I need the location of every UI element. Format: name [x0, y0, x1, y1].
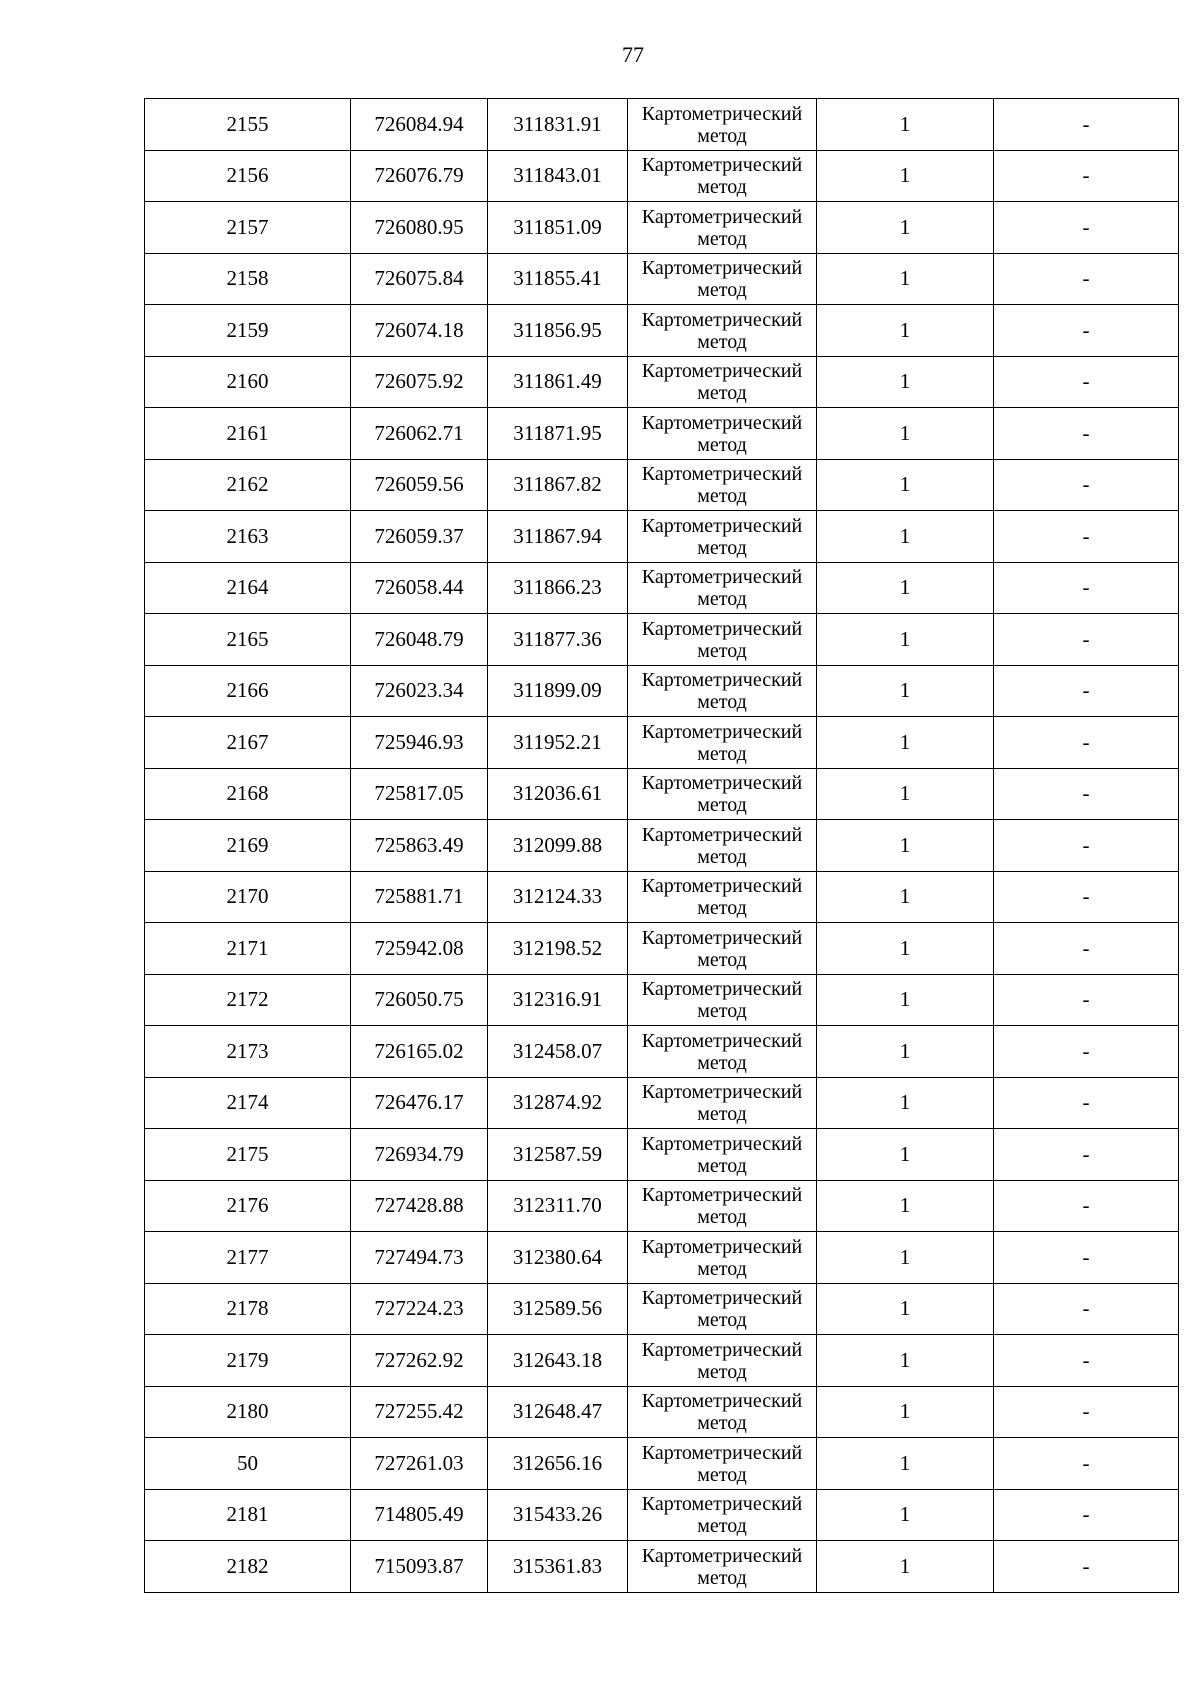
point-number-cell: 2171	[145, 923, 351, 975]
method-cell: Картометрический метод	[628, 614, 817, 666]
y-coordinate-cell: 311856.95	[488, 305, 628, 357]
note-cell: -	[994, 614, 1179, 666]
x-coordinate-cell: 726075.92	[351, 356, 488, 408]
y-coordinate-cell: 312198.52	[488, 923, 628, 975]
y-coordinate-cell: 311831.91	[488, 99, 628, 151]
accuracy-cell: 1	[817, 562, 994, 614]
table-row	[145, 1026, 1179, 1078]
method-cell: Картометрический метод	[628, 562, 817, 614]
accuracy-cell: 1	[817, 356, 994, 408]
point-number-cell: 2160	[145, 356, 351, 408]
accuracy-cell: 1	[817, 820, 994, 872]
table-row	[145, 717, 1179, 769]
point-number-cell: 2182	[145, 1541, 351, 1593]
point-number-cell: 2162	[145, 459, 351, 511]
table-row	[145, 871, 1179, 923]
x-coordinate-cell: 726074.18	[351, 305, 488, 357]
point-number-cell: 2157	[145, 202, 351, 254]
point-number-cell: 2178	[145, 1283, 351, 1335]
y-coordinate-cell: 315433.26	[488, 1489, 628, 1541]
table-row	[145, 99, 1179, 151]
y-coordinate-cell: 312380.64	[488, 1232, 628, 1284]
table-row	[145, 1438, 1179, 1490]
method-cell: Картометрический метод	[628, 1232, 817, 1284]
table-row	[145, 820, 1179, 872]
y-coordinate-cell: 312643.18	[488, 1335, 628, 1387]
accuracy-cell: 1	[817, 871, 994, 923]
x-coordinate-cell: 726023.34	[351, 665, 488, 717]
x-coordinate-cell: 715093.87	[351, 1541, 488, 1593]
accuracy-cell: 1	[817, 717, 994, 769]
point-number-cell: 2166	[145, 665, 351, 717]
note-cell: -	[994, 1283, 1179, 1335]
y-coordinate-cell: 312589.56	[488, 1283, 628, 1335]
method-cell: Картометрический метод	[628, 150, 817, 202]
accuracy-cell: 1	[817, 614, 994, 666]
accuracy-cell: 1	[817, 408, 994, 460]
x-coordinate-cell: 725946.93	[351, 717, 488, 769]
accuracy-cell: 1	[817, 305, 994, 357]
note-cell: -	[994, 717, 1179, 769]
table-row	[145, 253, 1179, 305]
point-number-cell: 2169	[145, 820, 351, 872]
method-cell: Картометрический метод	[628, 974, 817, 1026]
x-coordinate-cell: 726058.44	[351, 562, 488, 614]
point-number-cell: 2173	[145, 1026, 351, 1078]
table-row	[145, 1541, 1179, 1593]
x-coordinate-cell: 726080.95	[351, 202, 488, 254]
point-number-cell: 2159	[145, 305, 351, 357]
table-row	[145, 923, 1179, 975]
table-row	[145, 562, 1179, 614]
table-row	[145, 150, 1179, 202]
point-number-cell: 2179	[145, 1335, 351, 1387]
y-coordinate-cell: 311871.95	[488, 408, 628, 460]
method-cell: Картометрический метод	[628, 1386, 817, 1438]
method-cell: Картометрический метод	[628, 1077, 817, 1129]
table-row	[145, 305, 1179, 357]
point-number-cell: 2156	[145, 150, 351, 202]
method-cell: Картометрический метод	[628, 871, 817, 923]
note-cell: -	[994, 1541, 1179, 1593]
x-coordinate-cell: 726050.75	[351, 974, 488, 1026]
x-coordinate-cell: 726075.84	[351, 253, 488, 305]
x-coordinate-cell: 727261.03	[351, 1438, 488, 1490]
point-number-cell: 2170	[145, 871, 351, 923]
accuracy-cell: 1	[817, 150, 994, 202]
accuracy-cell: 1	[817, 99, 994, 151]
table-row	[145, 511, 1179, 563]
x-coordinate-cell: 727255.42	[351, 1386, 488, 1438]
table-row	[145, 1180, 1179, 1232]
table-row	[145, 1077, 1179, 1129]
accuracy-cell: 1	[817, 1541, 994, 1593]
table-row	[145, 408, 1179, 460]
table-row	[145, 974, 1179, 1026]
note-cell: -	[994, 1129, 1179, 1181]
note-cell: -	[994, 1180, 1179, 1232]
note-cell: -	[994, 1335, 1179, 1387]
x-coordinate-cell: 725863.49	[351, 820, 488, 872]
x-coordinate-cell: 725942.08	[351, 923, 488, 975]
coordinates-table	[144, 98, 1179, 1593]
accuracy-cell: 1	[817, 511, 994, 563]
point-number-cell: 2164	[145, 562, 351, 614]
accuracy-cell: 1	[817, 974, 994, 1026]
x-coordinate-cell: 726476.17	[351, 1077, 488, 1129]
table-row	[145, 1489, 1179, 1541]
note-cell: -	[994, 1489, 1179, 1541]
method-cell: Картометрический метод	[628, 1129, 817, 1181]
method-cell: Картометрический метод	[628, 408, 817, 460]
table-row	[145, 1129, 1179, 1181]
y-coordinate-cell: 311843.01	[488, 150, 628, 202]
table-row	[145, 1386, 1179, 1438]
point-number-cell: 2176	[145, 1180, 351, 1232]
method-cell: Картометрический метод	[628, 1026, 817, 1078]
method-cell: Картометрический метод	[628, 202, 817, 254]
accuracy-cell: 1	[817, 253, 994, 305]
x-coordinate-cell: 727224.23	[351, 1283, 488, 1335]
accuracy-cell: 1	[817, 665, 994, 717]
y-coordinate-cell: 311952.21	[488, 717, 628, 769]
table-row	[145, 614, 1179, 666]
point-number-cell: 2168	[145, 768, 351, 820]
table-body	[145, 99, 1179, 1593]
note-cell: -	[994, 1232, 1179, 1284]
method-cell: Картометрический метод	[628, 99, 817, 151]
note-cell: -	[994, 99, 1179, 151]
note-cell: -	[994, 459, 1179, 511]
y-coordinate-cell: 312874.92	[488, 1077, 628, 1129]
note-cell: -	[994, 974, 1179, 1026]
y-coordinate-cell: 315361.83	[488, 1541, 628, 1593]
x-coordinate-cell: 726059.56	[351, 459, 488, 511]
method-cell: Картометрический метод	[628, 820, 817, 872]
y-coordinate-cell: 311867.82	[488, 459, 628, 511]
accuracy-cell: 1	[817, 768, 994, 820]
point-number-cell: 2175	[145, 1129, 351, 1181]
y-coordinate-cell: 312648.47	[488, 1386, 628, 1438]
note-cell: -	[994, 305, 1179, 357]
note-cell: -	[994, 356, 1179, 408]
note-cell: -	[994, 202, 1179, 254]
method-cell: Картометрический метод	[628, 1335, 817, 1387]
method-cell: Картометрический метод	[628, 305, 817, 357]
x-coordinate-cell: 726062.71	[351, 408, 488, 460]
table-row	[145, 1232, 1179, 1284]
accuracy-cell: 1	[817, 1232, 994, 1284]
table-row	[145, 1283, 1179, 1335]
method-cell: Картометрический метод	[628, 356, 817, 408]
accuracy-cell: 1	[817, 202, 994, 254]
point-number-cell: 2180	[145, 1386, 351, 1438]
point-number-cell: 2158	[145, 253, 351, 305]
method-cell: Картометрический метод	[628, 1541, 817, 1593]
table-row	[145, 459, 1179, 511]
method-cell: Картометрический метод	[628, 1180, 817, 1232]
table-row	[145, 356, 1179, 408]
method-cell: Картометрический метод	[628, 1283, 817, 1335]
y-coordinate-cell: 312316.91	[488, 974, 628, 1026]
note-cell: -	[994, 408, 1179, 460]
accuracy-cell: 1	[817, 1026, 994, 1078]
accuracy-cell: 1	[817, 1386, 994, 1438]
y-coordinate-cell: 311877.36	[488, 614, 628, 666]
x-coordinate-cell: 726165.02	[351, 1026, 488, 1078]
method-cell: Картометрический метод	[628, 1489, 817, 1541]
method-cell: Картометрический метод	[628, 665, 817, 717]
point-number-cell: 2177	[145, 1232, 351, 1284]
note-cell: -	[994, 1026, 1179, 1078]
point-number-cell: 2172	[145, 974, 351, 1026]
point-number-cell: 2155	[145, 99, 351, 151]
note-cell: -	[994, 768, 1179, 820]
y-coordinate-cell: 311861.49	[488, 356, 628, 408]
accuracy-cell: 1	[817, 1335, 994, 1387]
note-cell: -	[994, 923, 1179, 975]
note-cell: -	[994, 820, 1179, 872]
accuracy-cell: 1	[817, 1283, 994, 1335]
page-number: 77	[622, 42, 644, 67]
y-coordinate-cell: 312124.33	[488, 871, 628, 923]
table-row	[145, 1335, 1179, 1387]
x-coordinate-cell: 727262.92	[351, 1335, 488, 1387]
y-coordinate-cell: 312458.07	[488, 1026, 628, 1078]
note-cell: -	[994, 511, 1179, 563]
x-coordinate-cell: 726934.79	[351, 1129, 488, 1181]
method-cell: Картометрический метод	[628, 768, 817, 820]
table-row	[145, 665, 1179, 717]
note-cell: -	[994, 1438, 1179, 1490]
point-number-cell: 2174	[145, 1077, 351, 1129]
y-coordinate-cell: 311899.09	[488, 665, 628, 717]
note-cell: -	[994, 1386, 1179, 1438]
method-cell: Картометрический метод	[628, 459, 817, 511]
note-cell: -	[994, 871, 1179, 923]
x-coordinate-cell: 727428.88	[351, 1180, 488, 1232]
point-number-cell: 2161	[145, 408, 351, 460]
table-row	[145, 202, 1179, 254]
method-cell: Картометрический метод	[628, 253, 817, 305]
point-number-cell: 2163	[145, 511, 351, 563]
x-coordinate-cell: 725881.71	[351, 871, 488, 923]
method-cell: Картометрический метод	[628, 511, 817, 563]
y-coordinate-cell: 312036.61	[488, 768, 628, 820]
note-cell: -	[994, 665, 1179, 717]
x-coordinate-cell: 726076.79	[351, 150, 488, 202]
point-number-cell: 50	[145, 1438, 351, 1490]
x-coordinate-cell: 726059.37	[351, 511, 488, 563]
note-cell: -	[994, 150, 1179, 202]
note-cell: -	[994, 1077, 1179, 1129]
x-coordinate-cell: 726048.79	[351, 614, 488, 666]
x-coordinate-cell: 727494.73	[351, 1232, 488, 1284]
point-number-cell: 2181	[145, 1489, 351, 1541]
x-coordinate-cell: 725817.05	[351, 768, 488, 820]
y-coordinate-cell: 311866.23	[488, 562, 628, 614]
accuracy-cell: 1	[817, 1438, 994, 1490]
y-coordinate-cell: 312311.70	[488, 1180, 628, 1232]
point-number-cell: 2165	[145, 614, 351, 666]
x-coordinate-cell: 714805.49	[351, 1489, 488, 1541]
accuracy-cell: 1	[817, 1489, 994, 1541]
table-row	[145, 768, 1179, 820]
accuracy-cell: 1	[817, 1077, 994, 1129]
note-cell: -	[994, 253, 1179, 305]
y-coordinate-cell: 311855.41	[488, 253, 628, 305]
accuracy-cell: 1	[817, 1129, 994, 1181]
accuracy-cell: 1	[817, 459, 994, 511]
note-cell: -	[994, 562, 1179, 614]
x-coordinate-cell: 726084.94	[351, 99, 488, 151]
method-cell: Картометрический метод	[628, 923, 817, 975]
accuracy-cell: 1	[817, 1180, 994, 1232]
method-cell: Картометрический метод	[628, 717, 817, 769]
y-coordinate-cell: 311851.09	[488, 202, 628, 254]
method-cell: Картометрический метод	[628, 1438, 817, 1490]
y-coordinate-cell: 312656.16	[488, 1438, 628, 1490]
y-coordinate-cell: 311867.94	[488, 511, 628, 563]
point-number-cell: 2167	[145, 717, 351, 769]
y-coordinate-cell: 312587.59	[488, 1129, 628, 1181]
accuracy-cell: 1	[817, 923, 994, 975]
y-coordinate-cell: 312099.88	[488, 820, 628, 872]
